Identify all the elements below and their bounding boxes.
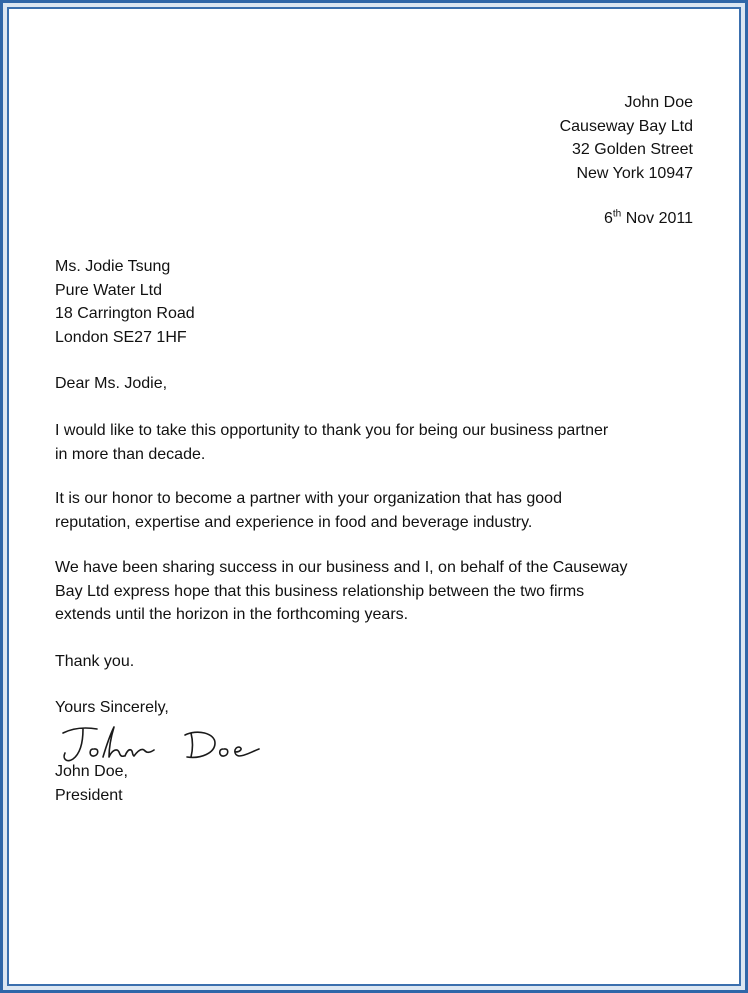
body-paragraph-1 [55, 419, 705, 466]
body-paragraph-3 [55, 556, 705, 627]
paragraph-line: reputation, expertise and experience in food and beverage industry. [55, 513, 533, 531]
letter-page [7, 7, 741, 986]
salutation: Dear Ms. Jodie, [55, 375, 168, 392]
recipient-street: 18 Carrington Road [55, 305, 195, 322]
sender-company: Causeway Bay Ltd [559, 117, 693, 135]
paragraph-line: We have been sharing success in our business and I, on behalf of the Causeway [55, 559, 628, 576]
sender-name: John Doe [624, 94, 693, 111]
signer-block [55, 760, 128, 807]
signer-title: President [55, 786, 123, 804]
body-paragraph-2 [55, 487, 705, 534]
recipient-city: London SE27 1HF [55, 328, 187, 346]
letter-date [604, 207, 693, 231]
thanks-line: Thank you. [55, 653, 135, 670]
recipient-name: Ms. Jodie Tsung [55, 258, 171, 275]
recipient-address [55, 255, 195, 349]
document-frame-inner [3, 3, 745, 990]
handwritten-signature [59, 719, 279, 765]
date-suffix: th [612, 208, 622, 220]
date-rest: Nov 2011 [621, 210, 693, 227]
paragraph-line: in more than decade. [55, 445, 206, 463]
signer-name: John Doe, [55, 763, 128, 780]
sender-address [560, 91, 693, 185]
paragraph-line: It is our honor to become a partner with your organization that has good [55, 490, 562, 507]
sender-city: New York 10947 [576, 164, 693, 182]
paragraph-line: extends until the horizon in the forthcoming years. [55, 606, 409, 623]
date-day: 6 [604, 210, 613, 227]
recipient-company: Pure Water Ltd [55, 281, 163, 299]
paragraph-line: I would like to take this opportunity to thank you for being our business partner [55, 422, 609, 439]
closing-line: Yours Sincerely, [55, 699, 169, 716]
sender-street: 32 Golden Street [572, 141, 693, 158]
paragraph-line: Bay Ltd express hope that this business relationship between the two firms [55, 582, 585, 600]
